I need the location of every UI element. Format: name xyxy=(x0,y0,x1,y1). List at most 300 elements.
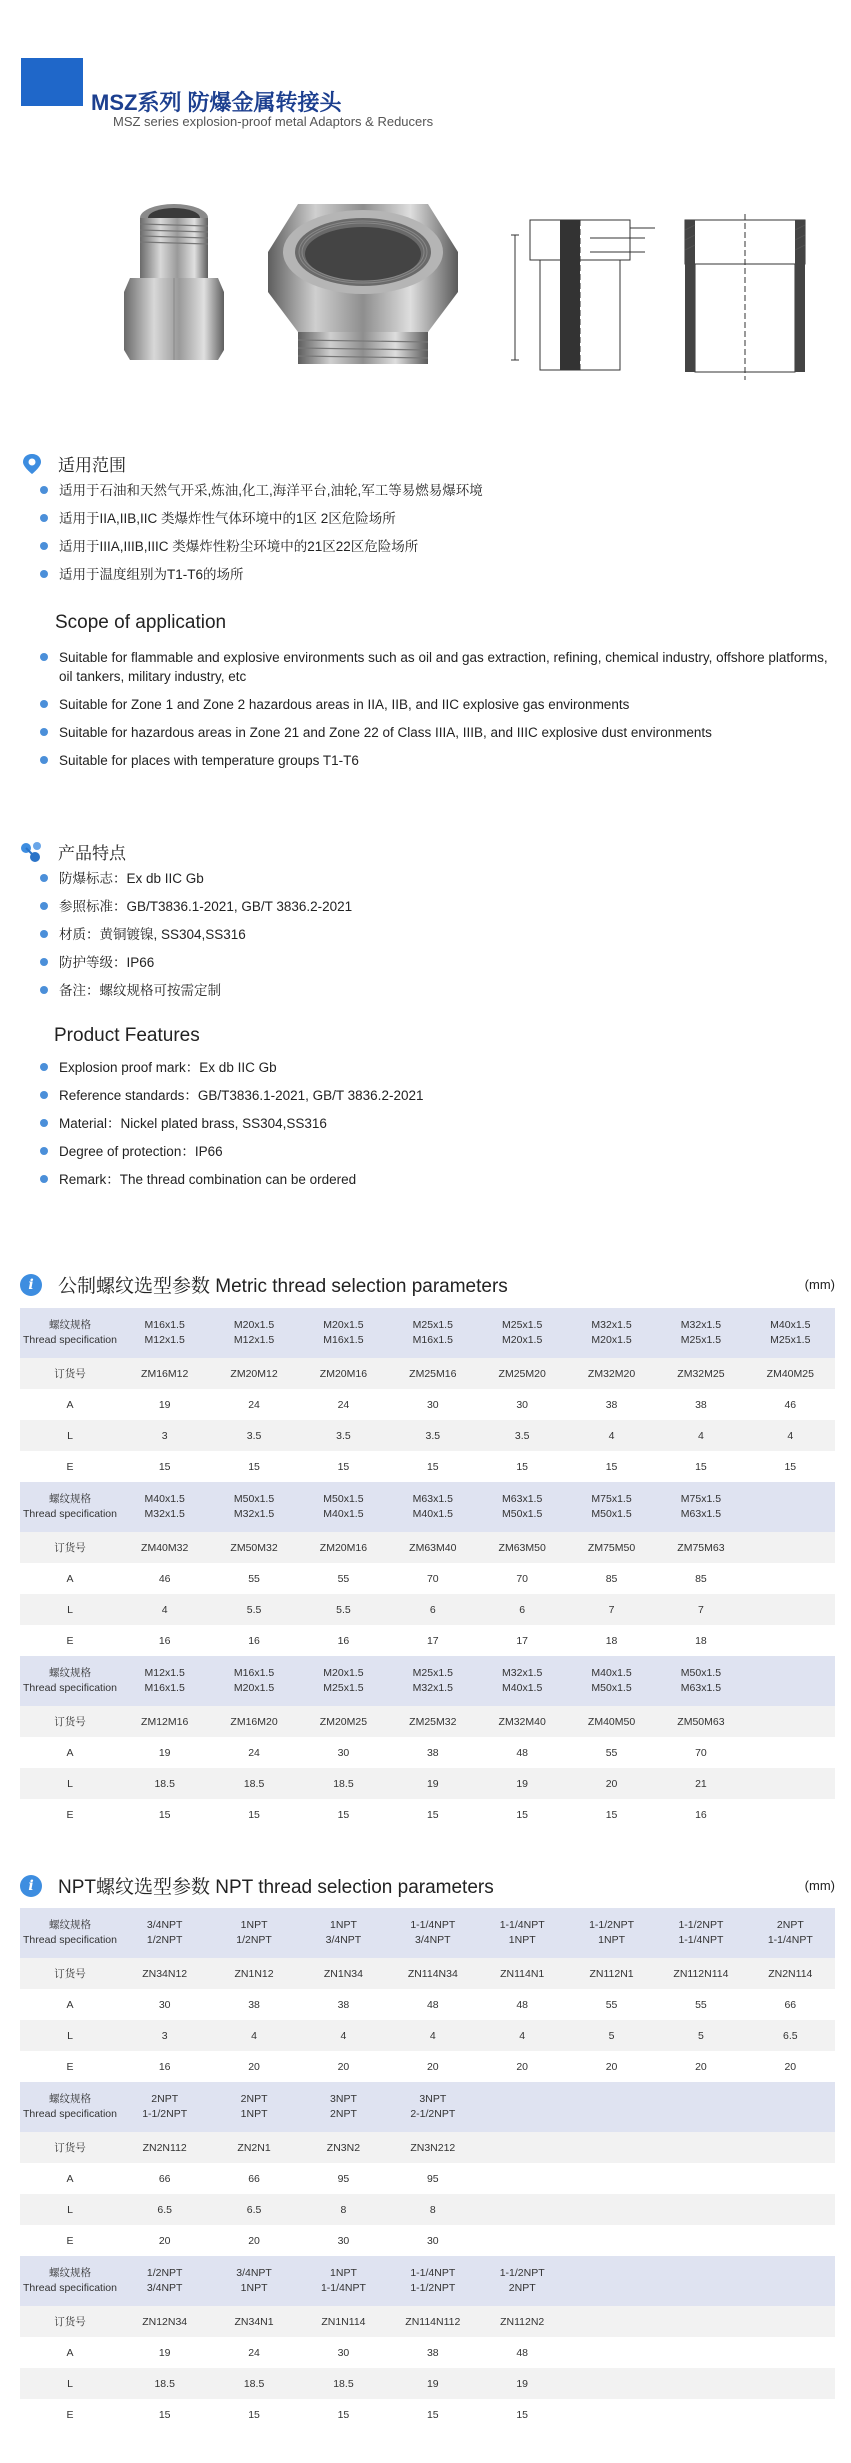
table-cell xyxy=(120,1908,209,1958)
thread-spec: M25x1.5 xyxy=(412,1667,453,1679)
table-cell xyxy=(567,2082,656,2132)
row-label xyxy=(20,2256,120,2306)
scope-cn-list xyxy=(38,481,818,593)
thread-spec: 1-1/4NPT xyxy=(410,1919,456,1931)
table-cell: 55 xyxy=(695,1998,707,2011)
thread-spec: M63x1.5 xyxy=(680,1508,722,1520)
table-cell xyxy=(746,1706,835,1737)
table-cell: ZM25M32 xyxy=(388,1706,477,1737)
thread-spec-row xyxy=(20,1908,835,1958)
table-cell: 38 xyxy=(426,2346,439,2359)
table-cell xyxy=(388,1308,477,1358)
table-cell: 70 xyxy=(695,1746,707,1759)
table-cell: ZM20M16 xyxy=(299,1532,388,1563)
table-cell: ZN2N1 xyxy=(209,2132,298,2163)
table-cell: 70 xyxy=(426,1572,439,1585)
spec-label-cn: 螺纹规格 xyxy=(49,2267,91,2279)
table-cell: 24 xyxy=(248,1398,260,1411)
table-cell: 15 xyxy=(426,1808,439,1821)
row-label: L xyxy=(20,1420,120,1451)
table-cell: ZN112N1 xyxy=(567,1958,656,1989)
table-cell: 18 xyxy=(605,1634,618,1647)
table-cell: 38 xyxy=(605,1398,618,1411)
table-cell: ZM25M20 xyxy=(478,1358,567,1389)
table-cell: 5.5 xyxy=(209,1594,298,1625)
row-label: L xyxy=(20,1768,120,1799)
table-cell: ZM40M50 xyxy=(567,1706,656,1737)
table-cell xyxy=(478,2256,567,2306)
list-item: 适用于IIA,IIB,IIC 类爆炸性气体环境中的1区 2区危险场所 xyxy=(38,509,818,528)
table-cell: 16 xyxy=(158,2060,171,2073)
thread-spec: M40x1.5 xyxy=(502,1682,543,1694)
table-cell: 8 xyxy=(388,2194,477,2225)
table-cell xyxy=(299,2256,388,2306)
metric-table xyxy=(20,1308,835,1830)
thread-spec: 1NPT xyxy=(598,1934,625,1946)
list-item: 适用于石油和天然气开采,炼油,化工,海洋平台,油轮,军工等易燃易爆环境 xyxy=(38,481,818,500)
list-item: 备注：螺纹规格可按需定制 xyxy=(38,981,818,1000)
table-cell xyxy=(746,2225,835,2256)
table-cell: 18.5 xyxy=(299,2368,388,2399)
row-label: E xyxy=(66,1634,74,1647)
table-cell: 30 xyxy=(337,2234,350,2247)
table-cell: ZM32M40 xyxy=(478,1706,567,1737)
table-cell: ZM32M25 xyxy=(656,1358,745,1389)
thread-spec: M50x1.5 xyxy=(591,1682,632,1694)
table-cell: 55 xyxy=(337,1572,350,1585)
table-cell: 16 xyxy=(337,1634,350,1647)
table-cell: 55 xyxy=(605,1998,618,2011)
table-cell: 24 xyxy=(248,2346,260,2359)
thread-spec: 1-1/4NPT xyxy=(678,1934,724,1946)
table-cell: 66 xyxy=(158,2172,171,2185)
table-cell xyxy=(656,2132,745,2163)
row-label: A xyxy=(66,1398,74,1411)
table-cell: ZM25M16 xyxy=(388,1358,477,1389)
thread-spec: M75x1.5 xyxy=(680,1493,722,1505)
table-cell: 3.5 xyxy=(299,1420,388,1451)
thread-spec: M16x1.5 xyxy=(144,1682,185,1694)
thread-spec: M32x1.5 xyxy=(680,1319,722,1331)
table-cell xyxy=(656,2337,745,2368)
table-cell xyxy=(746,1799,835,1830)
thread-spec: M16x1.5 xyxy=(323,1334,364,1346)
table-cell xyxy=(388,1656,477,1706)
table-cell xyxy=(120,1308,209,1358)
table-cell xyxy=(388,1482,477,1532)
row-label: 订货号 xyxy=(20,1358,120,1389)
list-item: 材质：黄铜镀镍, SS304,SS316 xyxy=(38,925,818,944)
table-cell: 15 xyxy=(248,1460,260,1473)
table-cell xyxy=(478,2082,567,2132)
table-cell: 20 xyxy=(248,2060,260,2073)
table-cell xyxy=(567,1908,656,1958)
table-cell xyxy=(746,2337,835,2368)
table-cell: 20 xyxy=(158,2234,171,2247)
table-cell: 55 xyxy=(248,1572,260,1585)
table-cell: 66 xyxy=(248,2172,260,2185)
table-cell xyxy=(746,2368,835,2399)
table-cell xyxy=(299,2082,388,2132)
table-row xyxy=(20,2194,835,2225)
table-cell: ZN34N12 xyxy=(120,1958,209,1989)
table-cell: ZN114N112 xyxy=(388,2306,477,2337)
thread-spec: M25x1.5 xyxy=(680,1334,722,1346)
row-label: L xyxy=(20,2020,120,2051)
table-cell xyxy=(388,1908,477,1958)
table-cell xyxy=(209,1308,298,1358)
thread-spec: M40x1.5 xyxy=(144,1493,185,1505)
row-label: 订货号 xyxy=(20,1958,120,1989)
table-row xyxy=(20,1625,835,1656)
list-item: 适用于IIIA,IIIB,IIIC 类爆炸性粉尘环境中的21区22区危险场所 xyxy=(38,537,818,556)
thread-spec: M50x1.5 xyxy=(233,1493,275,1505)
table-cell: ZM16M12 xyxy=(120,1358,209,1389)
table-cell: ZN2N114 xyxy=(746,1958,835,1989)
table-cell xyxy=(120,1656,209,1706)
thread-spec: M32x1.5 xyxy=(144,1508,185,1520)
table-row xyxy=(20,1989,835,2020)
spec-label-cn: 螺纹规格 xyxy=(49,1319,91,1331)
row-label: A xyxy=(66,2346,74,2359)
thread-spec: M20x1.5 xyxy=(233,1319,275,1331)
table-cell: 66 xyxy=(784,1998,797,2011)
table-cell xyxy=(478,1908,567,1958)
thread-spec: 1-1/2NPT xyxy=(499,2267,545,2279)
table-cell xyxy=(567,2337,656,2368)
table-cell xyxy=(209,1656,298,1706)
thread-spec: 2-1/2NPT xyxy=(410,2108,456,2120)
table-cell xyxy=(209,2256,298,2306)
spec-label-en: Thread specification xyxy=(23,1334,117,1346)
table-cell xyxy=(656,2256,745,2306)
table-row xyxy=(20,2020,835,2051)
list-item: Degree of protection：IP66 xyxy=(38,1142,818,1161)
row-label: 订货号 xyxy=(20,1706,120,1737)
table-cell: 21 xyxy=(656,1768,745,1799)
table-cell: 20 xyxy=(337,2060,350,2073)
table-cell: 30 xyxy=(426,2234,439,2247)
table-cell: 15 xyxy=(426,1460,439,1473)
thread-spec: 1-1/4NPT xyxy=(410,2267,456,2279)
table-cell: 15 xyxy=(337,1808,350,1821)
row-label: A xyxy=(66,1572,74,1585)
row-label xyxy=(20,1908,120,1958)
table-cell xyxy=(209,1482,298,1532)
table-cell xyxy=(656,2368,745,2399)
table-cell: 17 xyxy=(516,1634,529,1647)
thread-spec: M50x1.5 xyxy=(591,1508,632,1520)
table-cell: ZN114N1 xyxy=(478,1958,567,1989)
table-cell: 4 xyxy=(567,1420,656,1451)
row-label: 订货号 xyxy=(20,1532,120,1563)
thread-spec: M20x1.5 xyxy=(502,1334,543,1346)
table-row xyxy=(20,1358,835,1389)
table-cell xyxy=(746,1656,835,1706)
table-cell: 6.5 xyxy=(746,2020,835,2051)
table-cell: 15 xyxy=(248,2408,260,2421)
table-cell: 3.5 xyxy=(388,1420,477,1451)
table-cell: ZM75M63 xyxy=(656,1532,745,1563)
table-cell: 15 xyxy=(158,1460,171,1473)
table-cell: 20 xyxy=(567,1768,656,1799)
thread-spec: 1-1/2NPT xyxy=(678,1919,724,1931)
row-label: L xyxy=(20,1594,120,1625)
table-cell: 19 xyxy=(158,2346,171,2359)
table-row xyxy=(20,2132,835,2163)
spec-label-cn: 螺纹规格 xyxy=(49,2093,91,2105)
table-cell: ZN3N2 xyxy=(299,2132,388,2163)
table-cell: 38 xyxy=(248,1998,260,2011)
table-cell: 15 xyxy=(426,2408,439,2421)
row-label xyxy=(20,1482,120,1532)
table-row xyxy=(20,1737,835,1768)
table-cell: 18.5 xyxy=(120,2368,209,2399)
table-cell: 15 xyxy=(784,1460,797,1473)
features-en-list xyxy=(38,1058,818,1198)
thread-spec: M16x1.5 xyxy=(233,1667,275,1679)
table-cell xyxy=(567,2306,656,2337)
table-cell xyxy=(120,2256,209,2306)
table-cell xyxy=(746,1308,835,1358)
table-cell xyxy=(478,1656,567,1706)
list-item: Suitable for flammable and explosive environments such as oil and gas extraction, refining, chemical industry, offshore platforms, oil tankers, military industry, etc xyxy=(38,648,828,686)
table-cell xyxy=(567,2256,656,2306)
table-cell: ZN12N34 xyxy=(120,2306,209,2337)
table-cell xyxy=(746,1482,835,1532)
thread-spec: 1NPT xyxy=(508,1934,536,1946)
list-item: Suitable for hazardous areas in Zone 21 and Zone 22 of Class IIIA, IIIB, and IIIC explosive dust environments xyxy=(38,723,828,742)
table-row xyxy=(20,1768,835,1799)
thread-spec: M40x1.5 xyxy=(770,1319,811,1331)
table-cell xyxy=(746,1563,835,1594)
table-cell xyxy=(746,2194,835,2225)
table-cell: 19 xyxy=(388,2368,477,2399)
table-cell: 20 xyxy=(426,2060,439,2073)
table-cell: 30 xyxy=(337,2346,350,2359)
thread-spec: 1-1/2NPT xyxy=(142,2108,188,2120)
table-cell: 30 xyxy=(426,1398,439,1411)
row-label xyxy=(20,1656,120,1706)
scope-cn-heading xyxy=(20,451,126,476)
thread-spec: M12x1.5 xyxy=(144,1667,185,1679)
table-cell: ZN114N34 xyxy=(388,1958,477,1989)
table-cell xyxy=(567,2194,656,2225)
table-cell xyxy=(478,2225,567,2256)
list-item: 适用于温度组别为T1-T6的场所 xyxy=(38,565,818,584)
spec-label-cn: 螺纹规格 xyxy=(49,1493,91,1505)
table-cell xyxy=(656,2306,745,2337)
table-cell xyxy=(567,2132,656,2163)
table-cell: ZN1N34 xyxy=(299,1958,388,1989)
thread-spec: 1-1/4NPT xyxy=(767,1934,813,1946)
page-subtitle: MSZ series explosion-proof metal Adaptors & Reducers xyxy=(113,114,434,129)
table-cell: 5 xyxy=(567,2020,656,2051)
table-row xyxy=(20,1594,835,1625)
table-cell: 15 xyxy=(695,1460,707,1473)
table-cell xyxy=(567,2225,656,2256)
thread-spec: M12x1.5 xyxy=(233,1334,275,1346)
table-cell xyxy=(299,1482,388,1532)
thread-spec: M20x1.5 xyxy=(323,1319,364,1331)
table-cell: 15 xyxy=(516,2408,529,2421)
table-cell xyxy=(478,1482,567,1532)
table-cell: 20 xyxy=(695,2060,707,2073)
table-cell: 48 xyxy=(516,2346,529,2359)
table-cell: 19 xyxy=(478,1768,567,1799)
table-cell xyxy=(567,1656,656,1706)
table-row xyxy=(20,2399,835,2430)
spec-label-en: Thread specification xyxy=(23,1508,117,1520)
table-cell xyxy=(656,2163,745,2194)
table-cell: 18.5 xyxy=(299,1768,388,1799)
list-item: 防爆标志：Ex db IIC Gb xyxy=(38,869,818,888)
brand-block xyxy=(21,58,83,106)
table-cell: 16 xyxy=(248,1634,260,1647)
table-cell xyxy=(746,1768,835,1799)
thread-spec-row xyxy=(20,2082,835,2132)
table-cell: 15 xyxy=(605,1460,618,1473)
table-cell: 18 xyxy=(695,1634,707,1647)
table-cell xyxy=(656,2399,745,2430)
table-cell xyxy=(299,1908,388,1958)
table-cell xyxy=(746,1532,835,1563)
table-cell xyxy=(478,1308,567,1358)
row-label xyxy=(20,2082,120,2132)
row-label: E xyxy=(66,1460,74,1473)
page-title: MSZ系列 防爆金属转接头 xyxy=(91,90,342,115)
table-cell: 6.5 xyxy=(209,2194,298,2225)
thread-spec: 3/4NPT xyxy=(146,2282,183,2294)
table-cell: ZM63M50 xyxy=(478,1532,567,1563)
thread-spec: 1-1/4NPT xyxy=(499,1919,545,1931)
table-row xyxy=(20,2306,835,2337)
list-item: Reference standards：GB/T3836.1-2021, GB/T 3836.2-2021 xyxy=(38,1086,818,1105)
table-cell xyxy=(746,2163,835,2194)
thread-spec: 3NPT xyxy=(419,2093,447,2105)
features-cn-list xyxy=(38,869,818,1009)
table-cell: 95 xyxy=(426,2172,439,2185)
table-cell: ZN112N2 xyxy=(478,2306,567,2337)
thread-spec: M40x1.5 xyxy=(591,1667,632,1679)
table-cell: 16 xyxy=(695,1808,707,1821)
table-cell xyxy=(746,2082,835,2132)
table-cell: 38 xyxy=(426,1746,439,1759)
adaptor-photo xyxy=(112,182,232,372)
table-cell: ZM40M32 xyxy=(120,1532,209,1563)
table-cell: 70 xyxy=(516,1572,529,1585)
row-label: E xyxy=(66,2408,74,2421)
thread-spec: 3NPT xyxy=(330,2093,357,2105)
spec-label-cn: 螺纹规格 xyxy=(49,1919,91,1931)
table-cell: 18.5 xyxy=(120,1768,209,1799)
thread-spec: 2NPT xyxy=(151,2093,179,2105)
table-cell: 3 xyxy=(120,1420,209,1451)
row-label: L xyxy=(20,2368,120,2399)
table-cell: 20 xyxy=(248,2234,260,2247)
table-cell: 48 xyxy=(516,1746,529,1759)
thread-spec: M63x1.5 xyxy=(680,1682,722,1694)
npt-unit: (mm) xyxy=(804,1878,835,1893)
table-cell xyxy=(209,2082,298,2132)
table-cell: 15 xyxy=(605,1808,618,1821)
map-pin-icon xyxy=(20,453,44,475)
table-cell: 30 xyxy=(158,1998,171,2011)
thread-spec: 1NPT xyxy=(330,2267,357,2279)
table-cell: 15 xyxy=(158,2408,171,2421)
table-row xyxy=(20,2163,835,2194)
thread-spec: M32x1.5 xyxy=(502,1667,543,1679)
thread-spec: M25x1.5 xyxy=(412,1319,453,1331)
thread-spec: M32x1.5 xyxy=(591,1319,632,1331)
table-cell: 38 xyxy=(337,1998,350,2011)
row-label: 订货号 xyxy=(20,2132,120,2163)
thread-spec: 3/4NPT xyxy=(236,2267,272,2279)
table-cell xyxy=(209,1908,298,1958)
table-cell: ZM32M20 xyxy=(567,1358,656,1389)
thread-spec: M32x1.5 xyxy=(233,1508,275,1520)
list-item: Explosion proof mark：Ex db IIC Gb xyxy=(38,1058,818,1077)
table-cell xyxy=(478,2132,567,2163)
thread-spec: 1NPT xyxy=(240,2282,268,2294)
thread-spec: M50x1.5 xyxy=(680,1667,722,1679)
thread-spec: 1-1/2NPT xyxy=(589,1919,635,1931)
table-cell: ZM16M20 xyxy=(209,1706,298,1737)
table-cell: ZN3N212 xyxy=(388,2132,477,2163)
table-cell: 4 xyxy=(299,2020,388,2051)
table-cell: 15 xyxy=(248,1808,260,1821)
table-cell: 30 xyxy=(516,1398,529,1411)
table-cell: 24 xyxy=(248,1746,260,1759)
info-icon: i xyxy=(20,1875,42,1897)
table-cell: ZM20M12 xyxy=(209,1358,298,1389)
table-cell: 19 xyxy=(158,1398,171,1411)
thread-spec: M40x1.5 xyxy=(323,1508,364,1520)
thread-spec: 2NPT xyxy=(240,2093,268,2105)
table-cell xyxy=(746,1625,835,1656)
table-cell xyxy=(746,2132,835,2163)
table-cell: 6.5 xyxy=(120,2194,209,2225)
row-label: A xyxy=(66,1998,74,2011)
table-cell: ZM50M63 xyxy=(656,1706,745,1737)
table-cell: ZM50M32 xyxy=(209,1532,298,1563)
scope-en-title: Scope of application xyxy=(55,612,227,633)
table-cell: 15 xyxy=(337,1460,350,1473)
thread-spec: M40x1.5 xyxy=(412,1508,453,1520)
npt-table-heading xyxy=(20,1872,835,1899)
thread-spec: 3/4NPT xyxy=(325,1934,362,1946)
table-cell xyxy=(746,1737,835,1768)
thread-spec: M63x1.5 xyxy=(412,1493,453,1505)
metric-table-heading xyxy=(20,1271,835,1298)
table-cell: 20 xyxy=(516,2060,529,2073)
metric-table-title: 公制螺纹选型参数 Metric thread selection parameters xyxy=(58,1276,508,1297)
table-row xyxy=(20,1420,835,1451)
table-cell xyxy=(746,2256,835,2306)
list-item: Suitable for places with temperature groups T1-T6 xyxy=(38,751,828,770)
table-cell: 20 xyxy=(605,2060,618,2073)
table-cell: 3.5 xyxy=(478,1420,567,1451)
reducer-photo xyxy=(258,182,468,372)
features-en-title: Product Features xyxy=(54,1025,200,1046)
table-row xyxy=(20,2051,835,2082)
thread-spec: M25x1.5 xyxy=(502,1319,543,1331)
table-cell: 46 xyxy=(158,1572,171,1585)
thread-spec: M75x1.5 xyxy=(591,1493,632,1505)
table-cell: 5 xyxy=(656,2020,745,2051)
table-cell: 4 xyxy=(120,1594,209,1625)
table-cell: 6 xyxy=(478,1594,567,1625)
